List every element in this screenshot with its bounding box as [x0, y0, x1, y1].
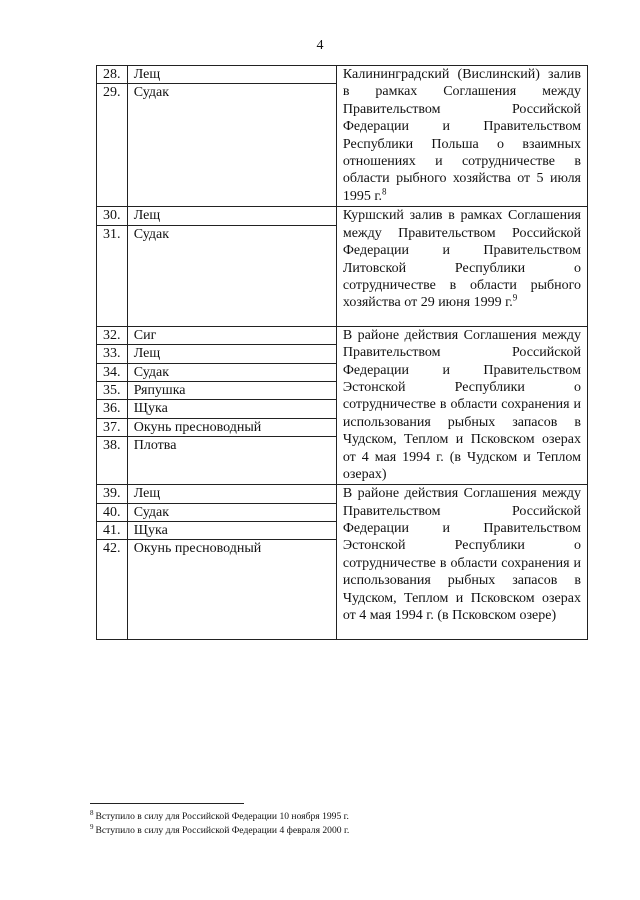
species-name: Лещ	[127, 207, 336, 225]
row-number: 37.	[97, 418, 128, 436]
row-number: 38.	[97, 437, 128, 485]
fishing-area-text: В районе действия Соглашения между Правительством Российской Федерации и Правительством Эстонской Республики о сотрудничестве в области сохранения и использования рыбных запасов в Чудском, Теплом и Псковском озерах от 4 мая 1994 г. (в Чудском и Теплом озерах)	[342, 327, 581, 483]
species-name: Судак	[127, 225, 336, 326]
species-name: Судак	[127, 503, 336, 521]
footnote-ref: 8	[382, 186, 387, 197]
species-name: Судак	[127, 363, 336, 381]
row-number: 33.	[97, 345, 128, 363]
row-number: 39.	[97, 485, 128, 503]
footnote	[90, 824, 610, 838]
row-number: 30.	[97, 207, 128, 225]
table-row	[97, 326, 588, 344]
row-number: 31.	[97, 225, 128, 326]
row-number: 34.	[97, 363, 128, 381]
table-row	[97, 207, 588, 225]
footnote-ref: 9	[512, 292, 518, 303]
species-name: Щука	[127, 522, 336, 540]
page-number: 4	[316, 38, 324, 53]
fishing-area-text: В районе действия Соглашения между Правительством Российской Федерации и Правительством Эстонской Республики о сотрудничестве в области сохранения и использования рыбных запасов в Чудском, Теплом и Псковском озерах от 4 мая 1994 г. (в Псковском озере)	[342, 486, 581, 624]
species-name: Щука	[127, 400, 336, 418]
species-name: Плотва	[127, 437, 336, 485]
species-name: Судак	[127, 84, 336, 207]
fishing-area-text: Куршский залив в рамках Соглашения между Правительством Российской Федерации и Правительством Литовской Республики о сотрудничестве в области рыбного хозяйства от 29 июня 1999 г.	[342, 208, 581, 311]
fishing-area-cell	[336, 66, 587, 207]
fishing-area-text: Калининградский (Вислинский) залив в рамках Соглашения между Правительством Российской Федерации и Правительством Республики Польша о взаимных отношениях и сотрудничестве в области рыбного хозяйства от 5 июля 1995 г.	[342, 67, 581, 204]
species-name: Лещ	[127, 485, 336, 503]
species-name: Окунь пресноводный	[127, 418, 336, 436]
footnote-text: Вступило в силу для Российской Федерации 10 ноября 1995 г.	[95, 811, 349, 822]
row-number: 42.	[97, 540, 128, 640]
footnote-mark: 8	[90, 808, 94, 817]
species-table	[96, 65, 588, 640]
footnote-divider	[90, 803, 244, 804]
table-row	[97, 485, 588, 503]
species-name: Ряпушка	[127, 382, 336, 400]
footnote-mark: 9	[90, 822, 94, 831]
fishing-area-cell	[336, 485, 587, 640]
fishing-area-cell	[336, 207, 587, 326]
table-row	[97, 66, 588, 84]
row-number: 32.	[97, 326, 128, 344]
footnote	[90, 810, 610, 824]
species-name: Лещ	[127, 66, 336, 84]
row-number: 36.	[97, 400, 128, 418]
species-name: Лещ	[127, 345, 336, 363]
species-name: Окунь пресноводный	[127, 540, 336, 640]
fishing-area-cell	[336, 326, 587, 484]
species-name: Сиг	[127, 326, 336, 344]
row-number: 28.	[97, 66, 128, 84]
row-number: 29.	[97, 84, 128, 207]
footnote-text: Вступило в силу для Российской Федерации 4 февраля 2000 г.	[95, 825, 350, 836]
row-number: 41.	[97, 522, 128, 540]
row-number: 35.	[97, 382, 128, 400]
row-number: 40.	[97, 503, 128, 521]
footnotes	[90, 810, 610, 838]
